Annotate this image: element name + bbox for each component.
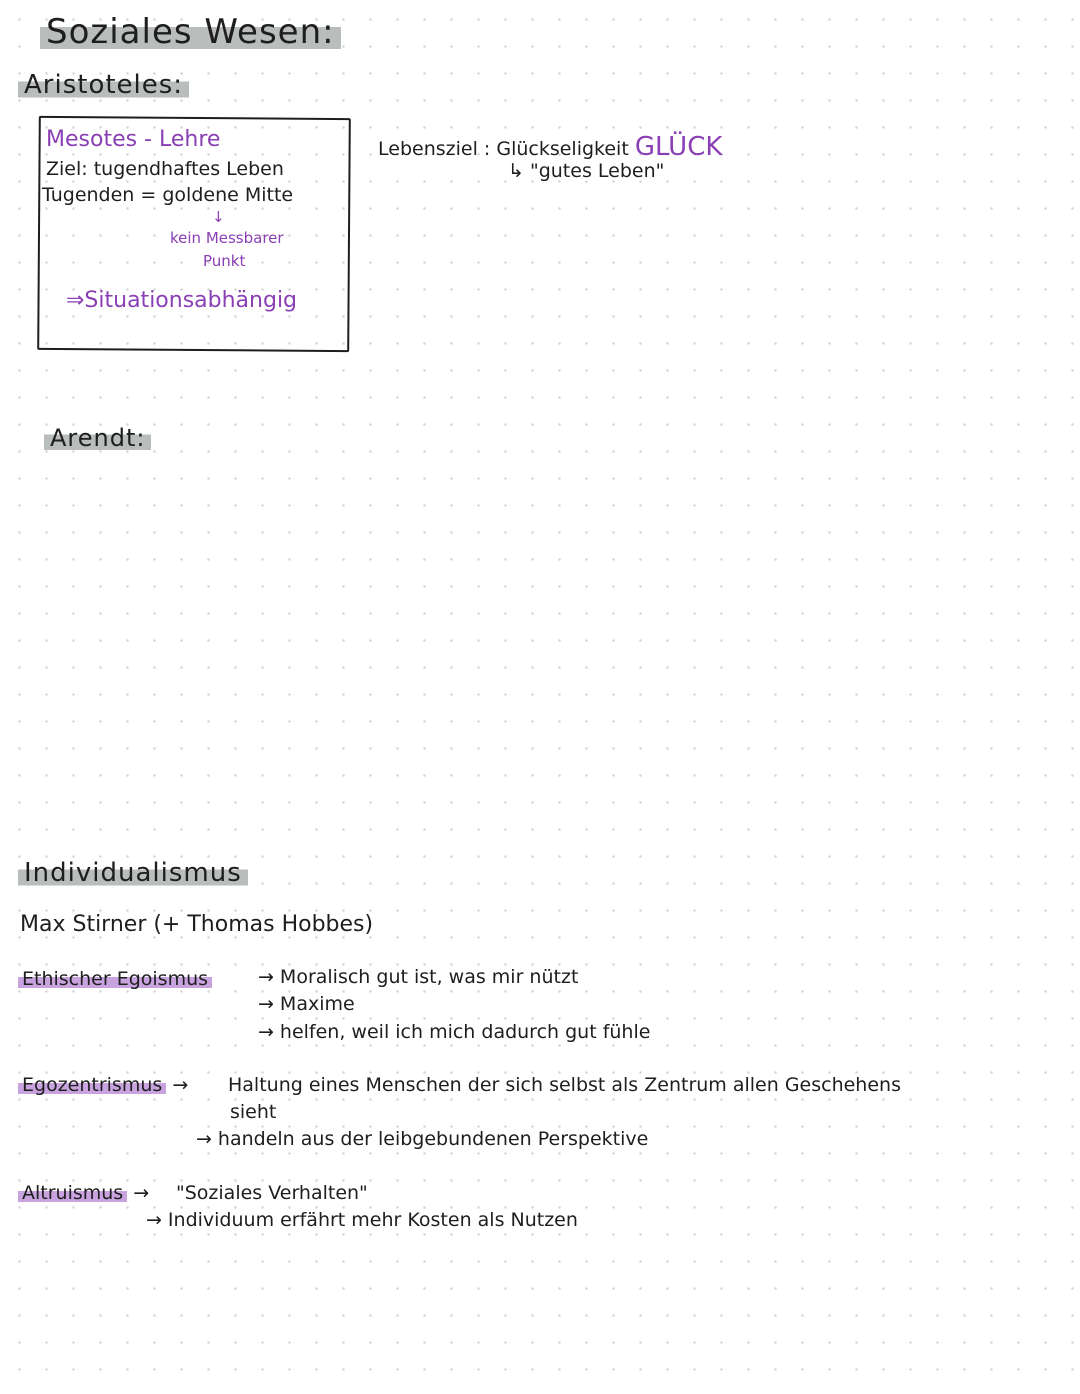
- mesotes-virtues: Tugenden = goldene Mitte: [42, 184, 294, 206]
- mesotes-goal: Ziel: tugendhaftes Leben: [46, 158, 284, 180]
- aristoteles-heading: Aristoteles:: [18, 70, 189, 100]
- egozentrismus-term: Egozentrismus →: [18, 1074, 194, 1096]
- egoismus-point-1: → Moralisch gut ist, was mir nützt: [258, 966, 579, 988]
- egozentrismus-point-1-cont: sieht: [230, 1101, 277, 1123]
- arrow-right-icon: →: [172, 1074, 189, 1096]
- egozentrismus-point-2: → handeln aus der leibgebundenen Perspektive: [196, 1128, 649, 1150]
- lebensziel-line: [378, 132, 722, 162]
- lebensziel-sub: ↳ "gutes Leben": [508, 160, 665, 182]
- arrow-right-icon: →: [146, 1209, 162, 1231]
- arrow-right-icon: →: [133, 1182, 150, 1204]
- down-arrow-icon: ↓: [212, 208, 225, 226]
- altruismus-term: Altruismus →: [18, 1182, 155, 1204]
- arrow-right-icon: →: [258, 993, 274, 1015]
- lebensziel-label: Lebensziel: [378, 138, 478, 160]
- sub-arrow-icon: ↳: [508, 160, 524, 182]
- mesotes-title: Mesotes - Lehre: [46, 127, 221, 152]
- egoismus-point-2: → Maxime: [258, 993, 355, 1015]
- lebensziel-value: : Glückseligkeit: [483, 138, 629, 160]
- mesotes-note-line1: kein Messbarer: [170, 229, 284, 247]
- altruismus-point-1: "Soziales Verhalten": [176, 1182, 368, 1204]
- ethischer-egoismus-term: Ethischer Egoismus: [18, 968, 212, 990]
- glueck-highlight: GLÜCK: [634, 132, 723, 162]
- mesotes-note-line2: Punkt: [203, 252, 246, 270]
- arrow-right-icon: →: [258, 1021, 274, 1043]
- egozentrismus-point-1: Haltung eines Menschen der sich selbst als Zentrum allen Geschehens: [228, 1074, 901, 1096]
- egoismus-point-3: → helfen, weil ich mich dadurch gut fühle: [258, 1021, 651, 1043]
- altruismus-point-2: → Individuum erfährt mehr Kosten als Nutzen: [146, 1209, 578, 1231]
- arrow-right-icon: →: [196, 1128, 212, 1150]
- page-title: [40, 12, 341, 52]
- authors-line: Max Stirner (+ Thomas Hobbes): [20, 912, 374, 937]
- arrow-right-icon: →: [258, 966, 274, 988]
- individualismus-heading: Individualismus: [18, 858, 248, 888]
- mesotes-conclusion: ⇒Situationsabhängig: [66, 288, 298, 313]
- arendt-heading: Arendt:: [44, 424, 151, 452]
- page-title-text: Soziales Wesen:: [40, 12, 341, 52]
